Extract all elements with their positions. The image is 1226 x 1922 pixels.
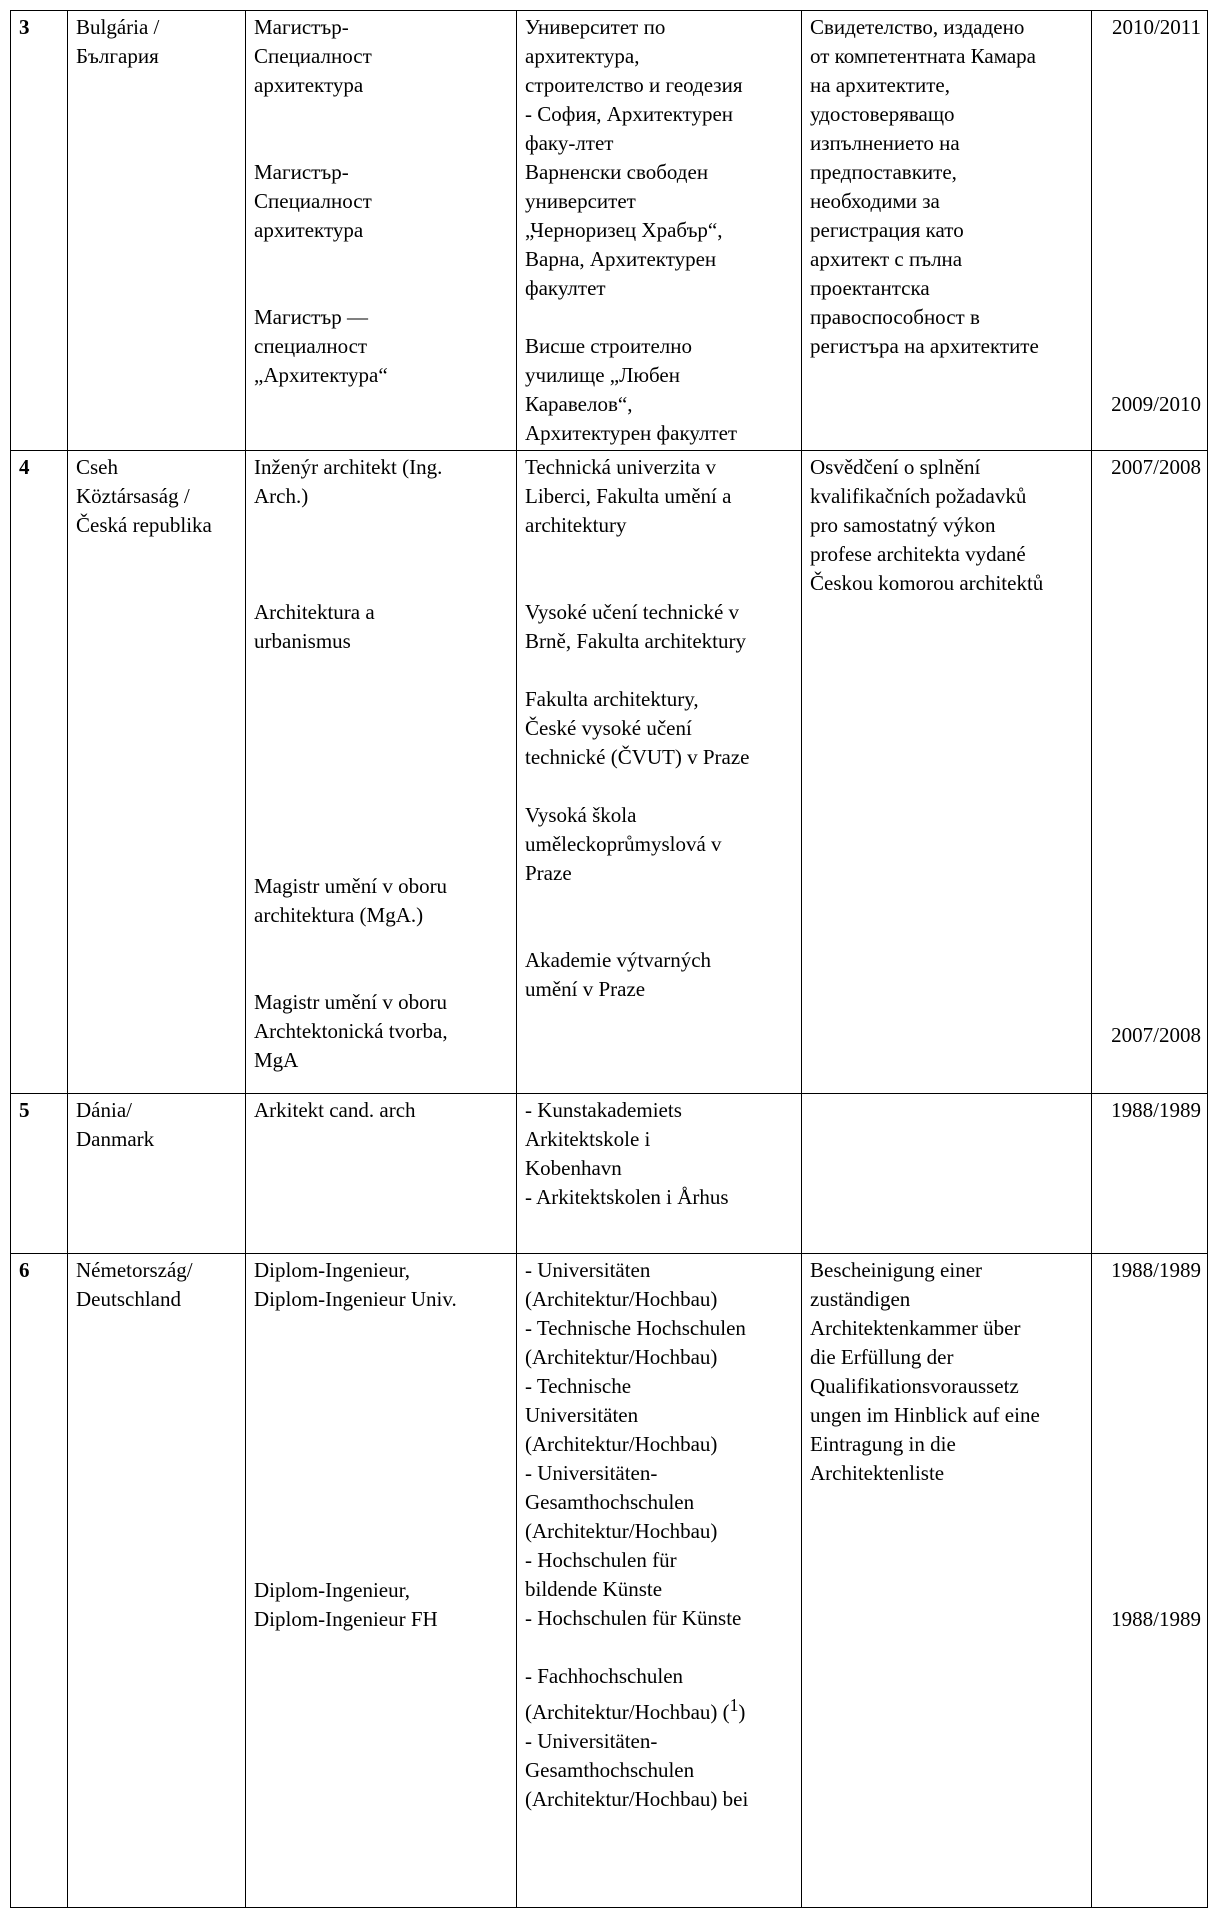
institution: Akademie výtvarných umění v Praze (525, 948, 712, 1001)
row-number: 3 (11, 11, 68, 451)
academic-year: 2010/2011 (1111, 15, 1201, 39)
institution: Fakulta architektury, České vysoké učení technické (ČVUT) v Praze (525, 687, 750, 769)
institution: - Fachhochschulen (Architektur/Hochbau) ($^1$) (525, 1664, 746, 1724)
academic-year: 2007/2008 (1111, 1023, 1201, 1047)
country-name: Dánia/ Danmark (76, 1098, 155, 1151)
academic-year: 2009/2010 (1111, 392, 1201, 416)
table-row (11, 451, 1208, 1094)
institution: - Universitäten (Architektur/Hochbau) - Technische Hochschulen (Architektur/Hochbau) - Technische Universitäten (Architektur/Hochbau) - Universitäten- Gesamthochschulen (Architektur/Hochbau) - Hochschulen für bildende Künste - Hochschulen für Künste (525, 1258, 746, 1630)
institution: Варненски свободен университет „Черноризец Храбър“, Варна, Архитектурен факултет (525, 160, 723, 300)
institution: Висше строително училище „Любен Каравелов“, Архитектурен факултет (525, 334, 738, 445)
row-number: 5 (11, 1094, 68, 1254)
academic-year: 1988/1989 (1111, 1607, 1201, 1631)
footnote-mark: 1 (729, 1695, 739, 1715)
qualification: Магистър — специалност „Архитектура“ (254, 305, 388, 387)
institution: Университет по архитектура, строителство и геодезия - София, Архитектурен факу-лтет (525, 15, 743, 155)
qualification: Diplom-Ingenieur, Diplom-Ingenieur FH (254, 1578, 438, 1631)
qualification: Magistr umění v oboru architektura (MgA.) (254, 874, 448, 927)
table-row (11, 1254, 1208, 1908)
institution: Vysoké učení technické v Brně, Fakulta architektury (525, 600, 747, 653)
row-number: 6 (11, 1254, 68, 1908)
table-row (11, 1094, 1208, 1254)
academic-year: 1988/1989 (1111, 1098, 1201, 1122)
qualification: Магистър- Специалност архитектура (254, 15, 372, 97)
row-number: 4 (11, 451, 68, 1094)
country-name: Cseh Köztársaság / Česká republika (76, 455, 212, 537)
academic-year: 2007/2008 (1111, 455, 1201, 479)
country-name: Németország/ Deutschland (76, 1258, 193, 1311)
institution: - Universitäten- Gesamthochschulen (Architektur/Hochbau) bei (525, 1729, 749, 1811)
qualification: Architektura a urbanismus (254, 600, 375, 653)
academic-year: 1988/1989 (1111, 1258, 1201, 1282)
certificate: Bescheinigung einer zuständigen Architektenkammer über die Erfüllung der Qualifikationsvoraussetz ungen im Hinblick auf eine Eintragung in die Architektenliste (810, 1258, 1040, 1485)
architecture-qualifications-table (10, 10, 1208, 1908)
table-row (11, 11, 1208, 451)
qualification: Magistr umění v oboru Archtektonická tvorba, MgA (254, 990, 448, 1072)
country-name: Bulgária / България (76, 15, 160, 68)
qualification: Diplom-Ingenieur, Diplom-Ingenieur Univ. (254, 1258, 457, 1311)
certificate: Osvědčení o splnění kvalifikačních požadavků pro samostatný výkon profese architekta vydané Českou komorou architektů (810, 455, 1044, 595)
qualification: Магистър- Специалност архитектура (254, 160, 372, 242)
qualification: Inženýr architekt (Ing. Arch.) (254, 455, 443, 508)
qualification: Arkitekt cand. arch (254, 1098, 416, 1122)
institution: Technická univerzita v Liberci, Fakulta umění a architektury (525, 455, 732, 537)
institution: Vysoká škola uměleckoprůmyslová v Praze (525, 803, 722, 885)
certificate: Свидетелство, издадено от компетентната Камара на архитектите, удостоверяващо изпълнението на предпоставките, необходими за регистрация като архитект с пълна проектантска правоспособност в регистъра на архитектите (810, 15, 1039, 358)
institution: - Kunstakademiets Arkitektskole i Kobenhavn - Arkitektskolen i Århus (525, 1098, 729, 1209)
